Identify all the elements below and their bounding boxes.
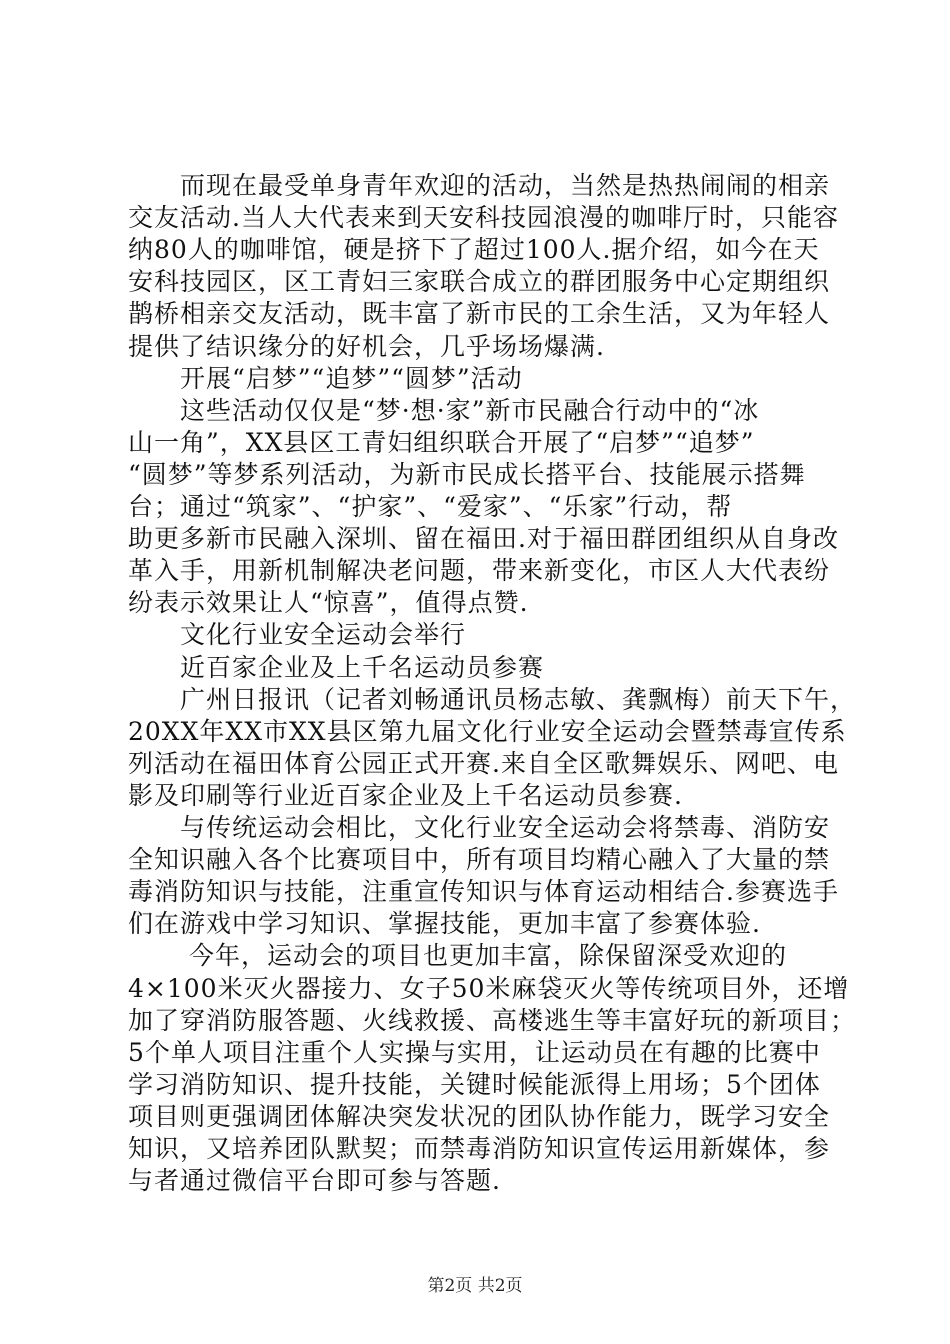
- text-line: “圆梦”等梦系列活动，为新市民成长搭平台、技能展示搭舞: [128, 459, 806, 489]
- text-line: 5个单人项目注重个人实操与实用，让运动员在有趣的比赛中: [128, 1037, 821, 1067]
- text-line: 这些活动仅仅是“梦·想·家”新市民融合行动中的“冰: [128, 395, 760, 425]
- text-line: 4×100米灭火器接力、女子50米麻袋灭火等传统项目外，还增: [128, 973, 850, 1003]
- text-line: 而现在最受单身青年欢迎的活动，当然是热热闹闹的相亲: [128, 171, 831, 200]
- text-line: 学习消防知识、提升技能，关键时候能派得上用场；5个团体: [128, 1069, 821, 1099]
- text-line: 交友活动.当人大代表来到天安科技园浪漫的咖啡厅时，只能容: [128, 203, 839, 233]
- page-footer: 第2页 共2页: [427, 1276, 523, 1296]
- text-line: 纳80人的咖啡馆，硬是挤下了超过100人.据介绍，如今在天: [128, 235, 820, 265]
- text-line: 台；通过“筑家”、“护家”、“爱家”、“乐家”行动，帮: [128, 492, 733, 521]
- text-line: 列活动在福田体育公园正式开赛.来自全区歌舞娱乐、网吧、电: [128, 748, 839, 778]
- text-line: 全知识融入各个比赛项目中，所有项目均精心融入了大量的禁: [128, 845, 831, 875]
- text-line: 近百家企业及上千名运动员参赛: [128, 652, 545, 682]
- text-line: 与者通过微信平台即可参与答题.: [128, 1166, 501, 1196]
- text-line: 山一角”，XX县区工青妇组织联合开展了“启梦”“追梦”: [128, 427, 755, 457]
- text-line: 文化行业安全运动会举行: [128, 620, 467, 650]
- text-line: 与传统运动会相比，文化行业安全运动会将禁毒、消防安: [128, 813, 831, 842]
- text-line: 开展“启梦”“追梦”“圆梦”活动: [128, 363, 523, 393]
- text-line: 毒消防知识与技能，注重宣传知识与体育运动相结合.参赛选手: [128, 877, 839, 907]
- text-line: 今年，运动会的项目也更加丰富，除保留深受欢迎的: [128, 941, 787, 971]
- text-line: 纷表示效果让人“惊喜”，值得点赞.: [128, 588, 529, 618]
- text-line: 项目则更强调团体解决突发状况的团队协作能力，既学习安全: [128, 1101, 831, 1131]
- text-line: 提供了结识缘分的好机会，几乎场场爆满.: [128, 331, 605, 361]
- text-line: 助更多新市民融入深圳、留在福田.对于福田群团组织从自身改: [128, 524, 839, 554]
- text-line: 影及印刷等行业近百家企业及上千名运动员参赛.: [128, 780, 683, 810]
- text-line: 加了穿消防服答题、火线救援、高楼逃生等丰富好玩的新项目；: [128, 1005, 857, 1035]
- text-line: 革入手，用新机制解决老问题，带来新变化，市区人大代表纷: [128, 556, 831, 586]
- text-line: 安科技园区，区工青妇三家联合成立的群团服务中心定期组织: [128, 267, 831, 297]
- text-line: 知识，又培养团队默契；而禁毒消防知识宣传运用新媒体，参: [128, 1134, 831, 1163]
- text-line: 广州日报讯（记者刘畅通讯员杨志敏、龚飘梅）前天下午，: [128, 684, 857, 714]
- text-line: 鹊桥相亲交友活动，既丰富了新市民的工余生活，又为年轻人: [128, 299, 831, 329]
- text-line: 们在游戏中学习知识、掌握技能，更加丰富了参赛体验.: [128, 909, 761, 939]
- text-line: 20XX年XX市XX县区第九届文化行业安全运动会暨禁毒宣传系: [128, 716, 847, 746]
